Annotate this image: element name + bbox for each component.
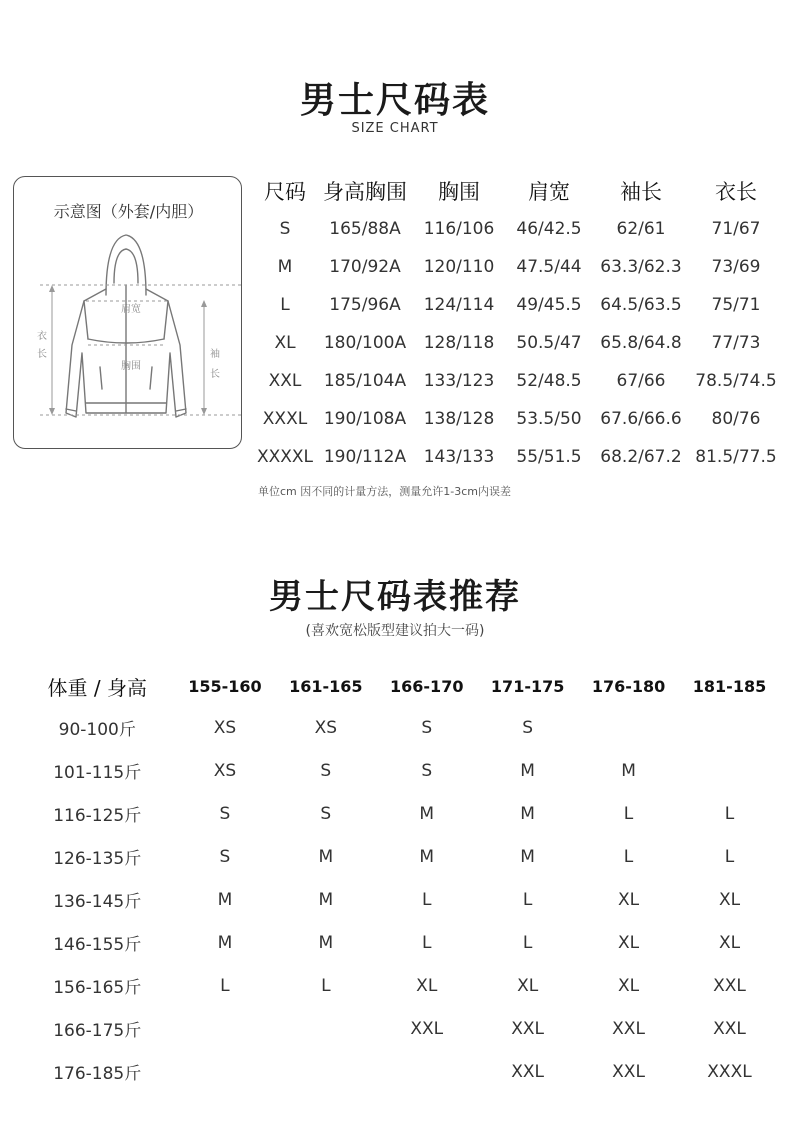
cell: L xyxy=(321,975,331,996)
cell: 71/67 xyxy=(711,219,761,239)
size-chart-subtitle: SIZE CHART xyxy=(351,121,439,136)
cell: S xyxy=(219,803,231,824)
cell: 50.5/47 xyxy=(516,333,582,353)
cell: XXL xyxy=(713,975,746,996)
header-height: 161-165 xyxy=(289,676,363,696)
cell: M xyxy=(520,760,535,781)
cell: S xyxy=(421,717,433,738)
recommend-title: 男士尺码表推荐 xyxy=(269,577,521,617)
size-chart-title: 男士尺码表 xyxy=(299,80,490,121)
cell: M xyxy=(520,803,535,824)
cell: M xyxy=(318,889,334,910)
cell xyxy=(679,749,780,792)
table-row xyxy=(20,749,780,792)
header-height: 181-185 xyxy=(692,676,767,696)
length-label-b: 长 xyxy=(37,349,47,360)
header-size: 尺码 xyxy=(264,180,306,204)
cell: 49/45.5 xyxy=(516,295,582,315)
cell: 67.6/66.6 xyxy=(600,409,682,429)
cell: XL xyxy=(718,889,741,910)
cell: 124/114 xyxy=(423,295,495,315)
cell: L xyxy=(522,889,533,910)
cell: 55/51.5 xyxy=(516,447,582,467)
cell: 170/92A xyxy=(329,257,401,277)
table-row xyxy=(20,1007,780,1050)
cell: 78.5/74.5 xyxy=(695,371,777,391)
weight-cell: 126-135斤 xyxy=(53,849,142,869)
header-height: 176-180 xyxy=(591,676,666,696)
cell: L xyxy=(280,295,290,315)
cell: 128/118 xyxy=(423,333,495,353)
cell: 73/69 xyxy=(711,257,761,277)
cell: 68.2/67.2 xyxy=(600,447,682,467)
cell: L xyxy=(623,846,634,867)
weight-cell: 116-125斤 xyxy=(53,806,142,826)
cell: S xyxy=(421,760,433,781)
header-height: 166-170 xyxy=(390,676,464,696)
cell: XL xyxy=(617,975,640,996)
header-sleeve: 袖长 xyxy=(620,180,662,204)
cell: XL xyxy=(718,932,741,953)
cell: 77/73 xyxy=(711,333,761,353)
weight-cell: 101-115斤 xyxy=(53,763,142,783)
chest-label: 胸围 xyxy=(121,361,141,372)
cell xyxy=(679,706,780,749)
cell: L xyxy=(421,932,432,953)
weight-cell: 136-145斤 xyxy=(53,892,142,912)
cell: S xyxy=(219,846,231,867)
cell: 65.8/64.8 xyxy=(600,333,682,353)
cell: XXXL xyxy=(707,1061,752,1082)
table-row xyxy=(255,324,785,362)
header-chest: 胸围 xyxy=(438,180,480,204)
cell: XXL xyxy=(410,1018,444,1039)
weight-cell: 146-155斤 xyxy=(53,935,142,955)
cell: XL xyxy=(617,889,640,910)
table-row xyxy=(255,400,785,438)
cell: 190/108A xyxy=(323,409,407,429)
cell: M xyxy=(217,932,233,953)
cell: XS xyxy=(213,760,237,781)
cell: XS xyxy=(213,717,237,738)
cell xyxy=(578,706,679,749)
table-row xyxy=(20,1050,780,1093)
cell: S xyxy=(279,219,291,239)
cell: L xyxy=(421,889,432,910)
cell: XXXXL xyxy=(256,447,314,467)
cell xyxy=(275,1050,376,1093)
table-row xyxy=(255,362,785,400)
cell xyxy=(174,1050,275,1093)
sleeve-label-a: 袖 xyxy=(210,349,220,360)
cell: L xyxy=(522,932,533,953)
cell: XS xyxy=(314,717,338,738)
length-label-a: 衣 xyxy=(37,331,47,342)
cell: 64.5/63.5 xyxy=(600,295,682,315)
cell: 190/112A xyxy=(323,447,407,467)
cell: XXL xyxy=(612,1061,645,1082)
cell: 62/61 xyxy=(616,219,666,239)
header-length: 衣长 xyxy=(715,180,757,204)
cell: XXL xyxy=(713,1018,746,1039)
cell: L xyxy=(220,975,230,996)
cell: XXL xyxy=(511,1018,545,1039)
diagram-title: 示意图（外套/内胆） xyxy=(53,202,204,221)
cell: 185/104A xyxy=(323,371,407,391)
cell: XL xyxy=(517,975,539,996)
weight-cell: 176-185斤 xyxy=(53,1064,142,1084)
cell xyxy=(275,1007,376,1050)
header-height-chest: 身高胸围 xyxy=(323,180,407,204)
cell: 133/123 xyxy=(423,371,495,391)
cell: 138/128 xyxy=(423,409,495,429)
cell: 53.5/50 xyxy=(516,409,582,429)
cell: M xyxy=(217,889,233,910)
sleeve-label-b: 长 xyxy=(210,369,220,380)
jacket-diagram-panel xyxy=(13,176,242,449)
cell: 180/100A xyxy=(323,333,407,353)
cell: 116/106 xyxy=(423,219,495,239)
cell: S xyxy=(522,717,534,738)
size-chart-table xyxy=(255,172,785,476)
cell: M xyxy=(419,803,435,824)
size-chart-header-row xyxy=(255,172,785,210)
cell: 120/110 xyxy=(423,257,495,277)
cell: L xyxy=(724,846,735,867)
measurement-note: 单位cm 因不同的计量方法，测量允许1-3cm内误差 xyxy=(258,485,511,498)
cell: XXL xyxy=(511,1061,545,1082)
cell: XL xyxy=(416,975,438,996)
cell: 165/88A xyxy=(329,219,401,239)
table-row xyxy=(255,286,785,324)
table-row xyxy=(20,706,780,749)
jacket-illustration xyxy=(14,177,243,450)
cell xyxy=(376,1050,477,1093)
recommend-subtitle: (喜欢宽松版型建议拍大一码) xyxy=(305,623,485,639)
cell: M xyxy=(318,932,334,953)
table-row xyxy=(255,210,785,248)
recommend-table xyxy=(20,666,780,1093)
cell: 80/76 xyxy=(711,409,761,429)
cell: XL xyxy=(274,333,296,353)
cell: 52/48.5 xyxy=(516,371,582,391)
cell: S xyxy=(320,803,332,824)
cell: M xyxy=(277,257,293,277)
cell: M xyxy=(520,846,535,867)
cell xyxy=(174,1007,275,1050)
cell: XL xyxy=(617,932,640,953)
weight-cell: 156-165斤 xyxy=(53,978,142,998)
header-height: 171-175 xyxy=(490,676,565,696)
header-height: 155-160 xyxy=(188,676,262,696)
cell: M xyxy=(419,846,435,867)
cell: M xyxy=(621,760,636,781)
cell: XXL xyxy=(612,1018,645,1039)
cell: 75/71 xyxy=(711,295,761,315)
table-row xyxy=(20,921,780,964)
weight-cell: 166-175斤 xyxy=(53,1021,142,1041)
cell: 67/66 xyxy=(616,371,666,391)
cell: 47.5/44 xyxy=(516,257,582,277)
table-row xyxy=(255,248,785,286)
cell: 63.3/62.3 xyxy=(600,257,682,277)
table-row xyxy=(20,878,780,921)
cell: XXXL xyxy=(262,409,308,429)
cell: L xyxy=(623,803,634,824)
cell: 46/42.5 xyxy=(516,219,582,239)
table-row xyxy=(20,792,780,835)
cell: 81.5/77.5 xyxy=(695,447,777,467)
table-row xyxy=(255,438,785,476)
header-shoulder: 肩宽 xyxy=(528,180,570,204)
table-row xyxy=(20,964,780,1007)
cell: XXL xyxy=(268,371,302,391)
weight-cell: 90-100斤 xyxy=(58,720,136,740)
cell: L xyxy=(724,803,735,824)
cell: M xyxy=(318,846,334,867)
shoulder-label: 肩宽 xyxy=(121,304,141,315)
header-weight-height: 体重 / 身高 xyxy=(47,675,147,700)
table-row xyxy=(20,835,780,878)
cell: S xyxy=(320,760,332,781)
cell: 143/133 xyxy=(423,447,495,467)
recommend-header-row xyxy=(20,666,780,706)
cell: 175/96A xyxy=(329,295,401,315)
